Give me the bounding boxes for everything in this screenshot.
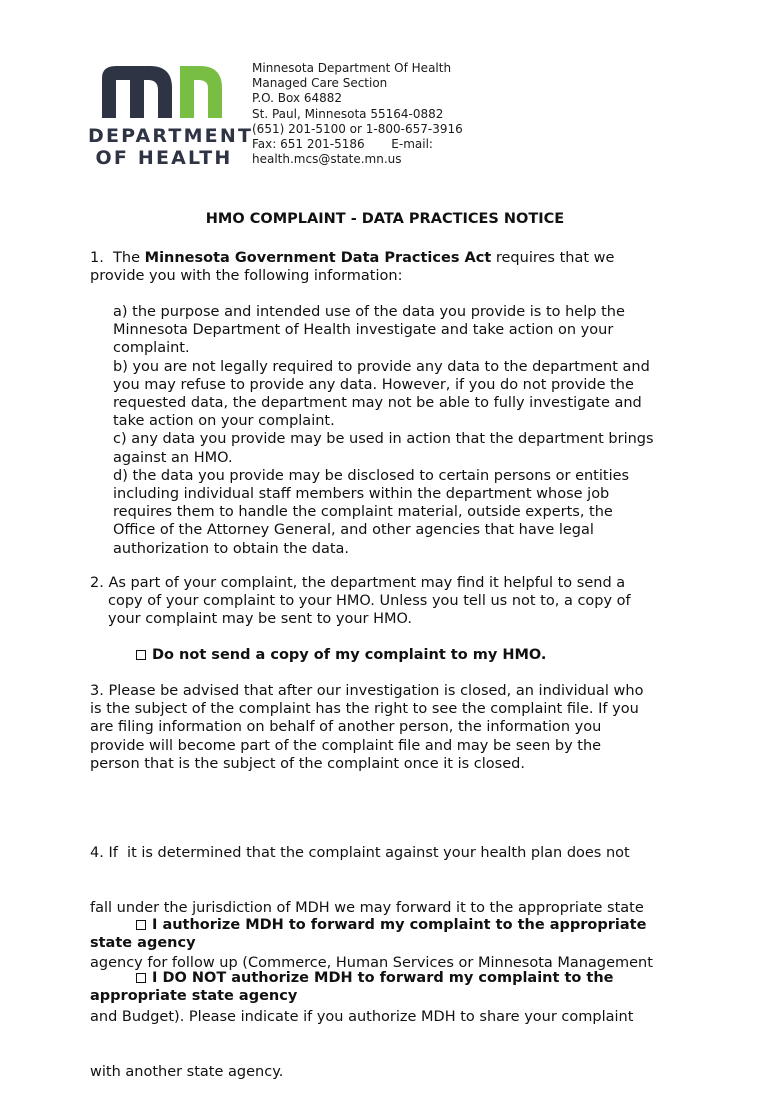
item-line: requested data, the department may not be able to fully investigate and xyxy=(113,395,642,412)
authorize-checkbox[interactable] xyxy=(136,920,146,930)
section2 xyxy=(90,574,631,629)
do-not-send-copy-option[interactable] xyxy=(136,646,546,664)
section3-line: 3. Please be advised that after our investigation is closed, an individual who xyxy=(90,683,644,699)
item-line: complaint. xyxy=(113,340,190,357)
item-line: requires them to handle the complaint material, outside experts, the xyxy=(113,504,613,521)
item-line: Minnesota Department of Health investigate and take action on your xyxy=(113,322,614,339)
section2-line: 2. As part of your complaint, the department may find it helpful to send a xyxy=(90,575,626,591)
section2-line: copy of your complaint to your HMO. Unless you tell us not to, a copy of xyxy=(108,593,631,610)
do-not-send-label: Do not send a copy of my complaint to my HMO. xyxy=(152,647,547,663)
mn-logo-icon xyxy=(88,60,240,122)
item-a xyxy=(113,303,654,558)
address-line: Managed Care Section xyxy=(252,76,388,91)
section1-line2: provide you with the following information: xyxy=(90,268,403,284)
authorize-forward-option[interactable] xyxy=(90,916,646,952)
section3-line: provide will become part of the complaint file and may be seen by the xyxy=(90,737,602,754)
section1-intro xyxy=(90,249,614,267)
section3-line: person that is the subject of the complaint once it is closed. xyxy=(90,755,525,772)
item-line: b) you are not legally required to provide any data to the department and xyxy=(113,358,650,375)
item-line: take action on your complaint. xyxy=(113,413,335,430)
item-line: d) the data you provide may be disclosed to certain persons or entities xyxy=(113,467,630,484)
address-line: Fax: 651 201-5186 E-mail: xyxy=(252,137,433,152)
authorize-label-line1: I authorize MDH to forward my complaint to the appropriate xyxy=(152,917,647,933)
authorize-label-line2: state agency xyxy=(90,935,196,952)
item-line: c) any data you provide may be used in action that the department brings xyxy=(113,431,654,448)
data-practices-act-name: Minnesota Government Data Practices Act xyxy=(144,250,492,266)
section4-line: fall under the jurisdiction of MDH we may forward it to the appropriate state xyxy=(90,900,644,917)
section3-line: are filing information on behalf of another person, the information you xyxy=(90,719,602,736)
do-not-authorize-checkbox[interactable] xyxy=(136,973,146,983)
item-line: you may refuse to provide any data. However, if you do not provide the xyxy=(113,376,634,393)
section4-line: with another state agency. xyxy=(90,1063,284,1080)
section3 xyxy=(90,682,643,773)
page-title: HMO COMPLAINT - DATA PRACTICES NOTICE xyxy=(205,211,565,227)
department-of-health-logo xyxy=(88,60,254,170)
address-line: (651) 201-5100 or 1-800-657-3916 xyxy=(252,121,463,136)
section3-line: is the subject of the complaint has the right to see the complaint file. If you xyxy=(90,701,639,718)
section4 xyxy=(90,808,653,1099)
section2-line: your complaint may be sent to your HMO. xyxy=(108,611,412,628)
section1-rest: requires that we xyxy=(491,250,615,266)
item-line: a) the purpose and intended use of the data you provide is to help the xyxy=(113,304,625,320)
address-line: St. Paul, Minnesota 55164-0882 xyxy=(252,106,444,121)
item-line: including individual staff members within the department whose job xyxy=(113,486,610,503)
logo-text-of-health: OF HEALTH xyxy=(95,147,233,169)
logo-text-department: DEPARTMENT xyxy=(88,125,254,147)
address-line: P.O. Box 64882 xyxy=(252,91,343,106)
do-not-send-checkbox[interactable] xyxy=(136,650,146,660)
item-line: Office of the Attorney General, and other agencies that have legal xyxy=(113,522,594,539)
do-not-authorize-forward-option[interactable] xyxy=(90,969,614,1005)
email-address: health.mcs@state.mn.us xyxy=(252,152,402,167)
item-line: against an HMO. xyxy=(113,449,233,466)
address-line: Minnesota Department Of Health xyxy=(252,61,452,75)
address-block xyxy=(252,61,463,167)
section4-line: 4. If it is determined that the complaint against your health plan does not xyxy=(90,845,630,862)
section1-lead: 1. The xyxy=(90,250,145,266)
do-not-authorize-label-line1: I DO NOT authorize MDH to forward my complaint to the xyxy=(152,970,614,986)
section4-line: and Budget). Please indicate if you authorize MDH to share your complaint xyxy=(90,1009,634,1026)
do-not-authorize-label-line2: appropriate state agency xyxy=(90,988,298,1005)
section4-line: agency for follow up (Commerce, Human Services or Minnesota Management xyxy=(90,954,653,971)
item-line: authorization to obtain the data. xyxy=(113,540,350,557)
